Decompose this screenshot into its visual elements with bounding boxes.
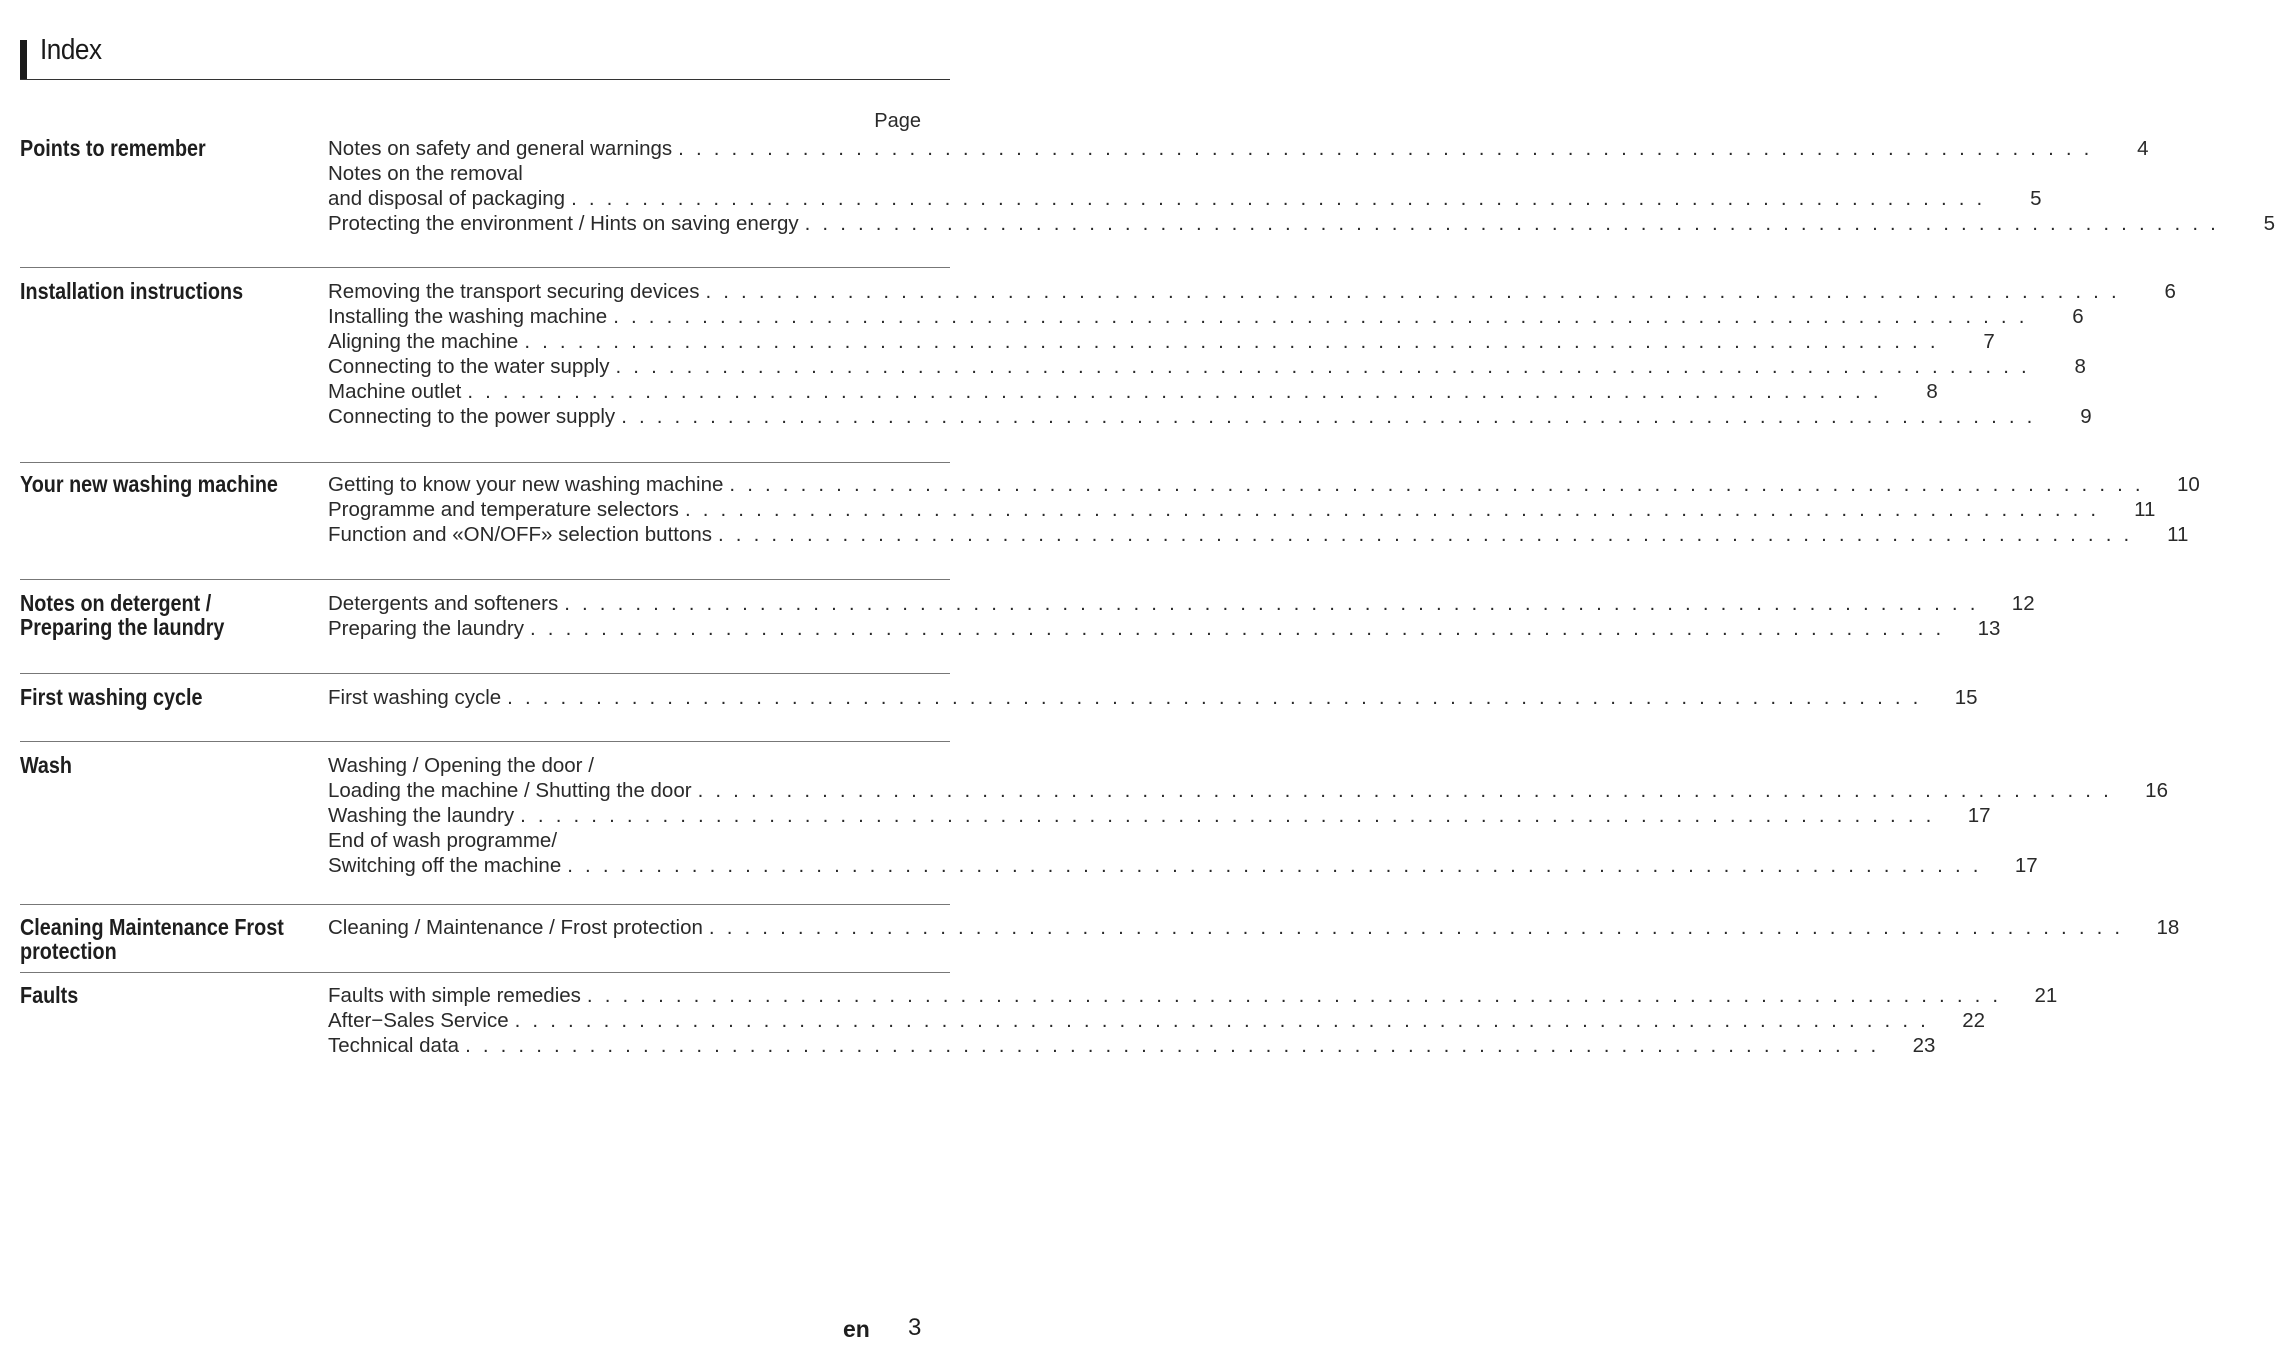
index-entry[interactable] bbox=[328, 803, 1991, 828]
index-entry[interactable] bbox=[328, 161, 2042, 211]
index-entry[interactable] bbox=[328, 497, 2156, 522]
dot-leader: . . . . . . . . . . . . . . . . . . . . . . . . . . . . . . . . . . . . . . . . . . . . . . . . . . . . . . . . . . . . . . . . . . . . . . . . . . . . . . . . bbox=[564, 592, 1979, 615]
section-title-line: Cleaning Maintenance Frost bbox=[20, 914, 284, 940]
section-title-line: Faults bbox=[20, 982, 79, 1008]
entry-page-number: 13 bbox=[1977, 617, 2001, 640]
dot-leader: . . . . . . . . . . . . . . . . . . . . . . . . . . . . . . . . . . . . . . . . . . . . . . . . . . . . . . . . . . . . . . . . . . . . . . . . . . . . . . . . bbox=[571, 187, 1986, 210]
dot-leader: . . . . . . . . . . . . . . . . . . . . . . . . . . . . . . . . . . . . . . . . . . . . . . . . . . . . . . . . . . . . . . . . . . . . . . . . . . . . . . . . bbox=[697, 779, 2112, 802]
header-divider bbox=[20, 79, 950, 80]
entry-list bbox=[328, 983, 2058, 1058]
section-title bbox=[20, 753, 269, 777]
entry-text: Notes on safety and general warnings bbox=[328, 137, 673, 160]
entry-page-number: 9 bbox=[2080, 405, 2092, 428]
index-entry[interactable] bbox=[328, 404, 2092, 429]
entry-page-number: 5 bbox=[2030, 187, 2042, 210]
entry-page-number: 12 bbox=[2011, 592, 2035, 615]
entry-text: Preparing the laundry bbox=[328, 617, 525, 640]
dot-leader: . . . . . . . . . . . . . . . . . . . . . . . . . . . . . . . . . . . . . . . . . . . . . . . . . . . . . . . . . . . . . . . . . . . . . . . . . . . . . . . . bbox=[530, 617, 1945, 640]
index-entry[interactable] bbox=[328, 304, 2084, 329]
index-entry[interactable] bbox=[328, 211, 2275, 236]
index-entry[interactable] bbox=[328, 616, 2001, 641]
entry-text-first-line: Washing / Opening the door / bbox=[328, 754, 594, 777]
dot-leader: . . . . . . . . . . . . . . . . . . . . . . . . . . . . . . . . . . . . . . . . . . . . . . . . . . . . . . . . . . . . . . . . . . . . . . . . . . . . . . . . bbox=[729, 473, 2144, 496]
entry-list bbox=[328, 685, 1978, 710]
entry-page-number: 21 bbox=[2034, 984, 2058, 1007]
entry-text-first-line: End of wash programme/ bbox=[328, 829, 558, 852]
entry-text: Connecting to the power supply bbox=[328, 405, 616, 428]
section-title bbox=[20, 136, 269, 160]
dot-leader: . . . . . . . . . . . . . . . . . . . . . . . . . . . . . . . . . . . . . . . . . . . . . . . . . . . . . . . . . . . . . . . . . . . . . . . . . . . . . . . . bbox=[524, 330, 1939, 353]
entry-page-number: 15 bbox=[1954, 686, 1978, 709]
index-entry[interactable] bbox=[328, 753, 2168, 803]
section-divider bbox=[20, 579, 950, 580]
page-title: Index bbox=[40, 34, 102, 66]
section-divider bbox=[20, 462, 950, 463]
entry-page-number: 5 bbox=[2263, 212, 2275, 235]
dot-leader: . . . . . . . . . . . . . . . . . . . . . . . . . . . . . . . . . . . . . . . . . . . . . . . . . . . . . . . . . . . . . . . . . . . . . . . . . . . . . . . . bbox=[718, 523, 2133, 546]
index-entry[interactable] bbox=[328, 522, 2189, 547]
index-entry[interactable] bbox=[328, 379, 1938, 404]
footer-page-number: 3 bbox=[908, 1314, 922, 1341]
entry-page-number: 17 bbox=[1967, 804, 1991, 827]
section-divider bbox=[20, 972, 950, 973]
entry-list bbox=[328, 136, 2275, 236]
section-title-line: Points to remember bbox=[20, 135, 206, 161]
entry-page-number: 8 bbox=[2074, 355, 2086, 378]
entry-text: Function and «ON/OFF» selection buttons bbox=[328, 523, 713, 546]
entry-text: Technical data bbox=[328, 1034, 460, 1057]
entry-page-number: 4 bbox=[2137, 137, 2149, 160]
index-entry[interactable] bbox=[328, 354, 2086, 379]
section-divider bbox=[20, 741, 950, 742]
dot-leader: . . . . . . . . . . . . . . . . . . . . . . . . . . . . . . . . . . . . . . . . . . . . . . . . . . . . . . . . . . . . . . . . . . . . . . . . . . . . . . . . bbox=[804, 212, 2220, 235]
entry-text: Removing the transport securing devices bbox=[328, 280, 700, 303]
entry-page-number: 23 bbox=[1912, 1034, 1936, 1057]
section-title bbox=[20, 471, 278, 497]
entry-text: Cleaning / Maintenance / Frost protection bbox=[328, 916, 703, 939]
section-title-line: First washing cycle bbox=[20, 684, 203, 710]
index-entry[interactable] bbox=[328, 1008, 1986, 1033]
dot-leader: . . . . . . . . . . . . . . . . . . . . . . . . . . . . . . . . . . . . . . . . . . . . . . . . . . . . . . . . . . . . . . . . . . . . . . . . . . . . . . . . bbox=[621, 405, 2036, 428]
footer-language: en bbox=[843, 1316, 870, 1342]
entry-page-number: 16 bbox=[2145, 779, 2168, 802]
section-divider bbox=[20, 673, 950, 674]
entry-page-number: 11 bbox=[2167, 523, 2189, 546]
section-title-line: Installation instructions bbox=[20, 278, 244, 304]
dot-leader: . . . . . . . . . . . . . . . . . . . . . . . . . . . . . . . . . . . . . . . . . . . . . . . . . . . . . . . . . . . . . . . . . . . . . . . . . . . . . . . . bbox=[514, 1009, 1930, 1032]
entry-list bbox=[328, 915, 2180, 940]
section-title-line: Wash bbox=[20, 752, 73, 778]
header-accent-bar bbox=[20, 40, 27, 80]
section-title-line: protection bbox=[20, 938, 117, 964]
entry-text: and disposal of packaging bbox=[328, 187, 566, 210]
entry-text: Connecting to the water supply bbox=[328, 355, 610, 378]
section-title bbox=[20, 983, 269, 1007]
entry-page-number: 18 bbox=[2156, 916, 2180, 939]
dot-leader: . . . . . . . . . . . . . . . . . . . . . . . . . . . . . . . . . . . . . . . . . . . . . . . . . . . . . . . . . . . . . . . . . . . . . . . . . . . . . . . . bbox=[708, 916, 2124, 939]
entry-list bbox=[328, 472, 2200, 547]
entry-page-number: 6 bbox=[2072, 305, 2084, 328]
section-title-line: Preparing the laundry bbox=[20, 614, 225, 640]
section-title bbox=[20, 591, 269, 639]
entry-text: Aligning the machine bbox=[328, 330, 519, 353]
entry-text: Switching off the machine bbox=[328, 854, 562, 877]
entry-text: Installing the washing machine bbox=[328, 305, 608, 328]
entry-page-number: 10 bbox=[2177, 473, 2200, 496]
entry-text: Faults with simple remedies bbox=[328, 984, 581, 1007]
dot-leader: . . . . . . . . . . . . . . . . . . . . . . . . . . . . . . . . . . . . . . . . . . . . . . . . . . . . . . . . . . . . . . . . . . . . . . . . . . . . . . . . bbox=[615, 355, 2030, 378]
dot-leader: . . . . . . . . . . . . . . . . . . . . . . . . . . . . . . . . . . . . . . . . . . . . . . . . . . . . . . . . . . . . . . . . . . . . . . . . . . . . . . . . bbox=[705, 280, 2120, 303]
dot-leader: . . . . . . . . . . . . . . . . . . . . . . . . . . . . . . . . . . . . . . . . . . . . . . . . . . . . . . . . . . . . . . . . . . . . . . . . . . . . . . . . bbox=[467, 380, 1882, 403]
index-entry[interactable] bbox=[328, 1033, 1936, 1058]
dot-leader: . . . . . . . . . . . . . . . . . . . . . . . . . . . . . . . . . . . . . . . . . . . . . . . . . . . . . . . . . . . . . . . . . . . . . . . . . . . . . . . . bbox=[678, 137, 2093, 160]
section-divider bbox=[20, 904, 950, 905]
page-column-label: Page bbox=[874, 110, 921, 132]
entry-text-first-line: Notes on the removal bbox=[328, 162, 523, 185]
entry-list bbox=[328, 753, 2168, 878]
index-entry[interactable] bbox=[328, 685, 1978, 710]
entry-text: Protecting the environment / Hints on saving energy bbox=[328, 212, 799, 235]
entry-page-number: 6 bbox=[2164, 280, 2176, 303]
section-title bbox=[20, 685, 269, 709]
entry-page-number: 7 bbox=[1983, 330, 1995, 353]
entry-text: Loading the machine / Shutting the door bbox=[328, 779, 692, 802]
dot-leader: . . . . . . . . . . . . . . . . . . . . . . . . . . . . . . . . . . . . . . . . . . . . . . . . . . . . . . . . . . . . . . . . . . . . . . . . . . . . . . . . bbox=[684, 498, 2100, 521]
index-entry[interactable] bbox=[328, 279, 2176, 304]
section-title-line: Notes on detergent / bbox=[20, 590, 212, 616]
section-divider bbox=[20, 267, 950, 268]
entry-text: Programme and temperature selectors bbox=[328, 498, 679, 521]
entry-text: First washing cycle bbox=[328, 686, 502, 709]
entry-text: After−Sales Service bbox=[328, 1009, 509, 1032]
entry-page-number: 11 bbox=[2134, 498, 2156, 521]
entry-text: Washing the laundry bbox=[328, 804, 515, 827]
index-entry[interactable] bbox=[328, 329, 1995, 354]
entry-page-number: 17 bbox=[2014, 854, 2038, 877]
index-entry[interactable] bbox=[328, 828, 2038, 878]
entry-text: Machine outlet bbox=[328, 380, 462, 403]
dot-leader: . . . . . . . . . . . . . . . . . . . . . . . . . . . . . . . . . . . . . . . . . . . . . . . . . . . . . . . . . . . . . . . . . . . . . . . . . . . . . . . . bbox=[520, 804, 1935, 827]
dot-leader: . . . . . . . . . . . . . . . . . . . . . . . . . . . . . . . . . . . . . . . . . . . . . . . . . . . . . . . . . . . . . . . . . . . . . . . . . . . . . . . . bbox=[507, 686, 1922, 709]
section-title bbox=[20, 279, 269, 303]
index-entry[interactable] bbox=[328, 983, 2058, 1008]
entry-page-number: 22 bbox=[1962, 1009, 1986, 1032]
section-title bbox=[20, 914, 284, 964]
dot-leader: . . . . . . . . . . . . . . . . . . . . . . . . . . . . . . . . . . . . . . . . . . . . . . . . . . . . . . . . . . . . . . . . . . . . . . . . . . . . . . . . bbox=[586, 984, 2002, 1007]
dot-leader: . . . . . . . . . . . . . . . . . . . . . . . . . . . . . . . . . . . . . . . . . . . . . . . . . . . . . . . . . . . . . . . . . . . . . . . . . . . . . . . . bbox=[613, 305, 2028, 328]
entry-list bbox=[328, 591, 2035, 641]
entry-text: Getting to know your new washing machine bbox=[328, 473, 724, 496]
entry-text: Detergents and softeners bbox=[328, 592, 559, 615]
index-entry[interactable] bbox=[328, 915, 2180, 940]
entry-page-number: 8 bbox=[1926, 380, 1938, 403]
index-entry[interactable] bbox=[328, 472, 2200, 497]
index-entry[interactable] bbox=[328, 136, 2149, 161]
section-title-line: Your new washing machine bbox=[20, 471, 278, 497]
dot-leader: . . . . . . . . . . . . . . . . . . . . . . . . . . . . . . . . . . . . . . . . . . . . . . . . . . . . . . . . . . . . . . . . . . . . . . . . . . . . . . . . bbox=[567, 854, 1982, 877]
dot-leader: . . . . . . . . . . . . . . . . . . . . . . . . . . . . . . . . . . . . . . . . . . . . . . . . . . . . . . . . . . . . . . . . . . . . . . . . . . . . . . . . bbox=[465, 1034, 1880, 1057]
entry-list bbox=[328, 279, 2176, 429]
index-entry[interactable] bbox=[328, 591, 2035, 616]
